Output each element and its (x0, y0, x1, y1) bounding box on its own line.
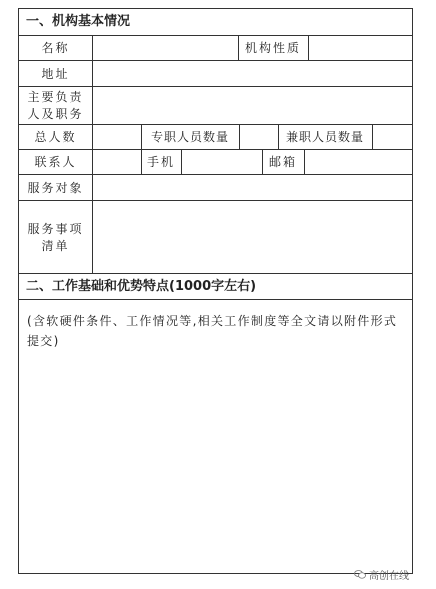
email-label: 邮箱 (268, 155, 297, 169)
row-divider (19, 174, 412, 175)
contact-label: 联系人 (34, 155, 77, 169)
head-label-line1: 主要负责 (27, 90, 84, 104)
head-label-line2: 人及职务 (27, 107, 84, 121)
col-divider (181, 149, 182, 174)
name-label: 名称 (41, 41, 70, 55)
row-divider (19, 60, 412, 61)
service-items-line1: 服务事项 (27, 222, 84, 236)
col-divider (372, 124, 373, 149)
watermark (354, 567, 409, 582)
col-divider (304, 149, 305, 174)
total-label: 总人数 (34, 130, 77, 144)
col-divider (239, 124, 240, 149)
fulltime-label: 专职人员数量 (150, 130, 229, 144)
section2-note: (含软硬件条件、工作情况等,相关工作制度等全文请以附件形式提交) (27, 314, 398, 348)
row-divider (19, 299, 412, 300)
row-divider (19, 273, 412, 274)
col-divider (92, 35, 93, 273)
form-table (18, 8, 413, 574)
parttime-label: 兼职人员数量 (285, 130, 364, 144)
watermark-text: 高创在线 (369, 571, 409, 582)
row-divider (19, 86, 412, 87)
col-divider (308, 35, 309, 60)
wechat-icon (354, 570, 366, 579)
nature-label: 机构性质 (244, 41, 301, 55)
row-divider (19, 35, 412, 36)
row-divider (19, 124, 412, 125)
service-items-line2: 清单 (41, 239, 70, 253)
section1-title: 一、机构基本情况 (26, 14, 131, 29)
address-label: 地址 (41, 67, 70, 81)
section2-title: 二、工作基础和优势特点(1000字左右) (26, 279, 257, 294)
phone-label: 手机 (146, 155, 175, 169)
service-target-label: 服务对象 (27, 181, 84, 195)
row-divider (19, 149, 412, 150)
row-divider (19, 200, 412, 201)
